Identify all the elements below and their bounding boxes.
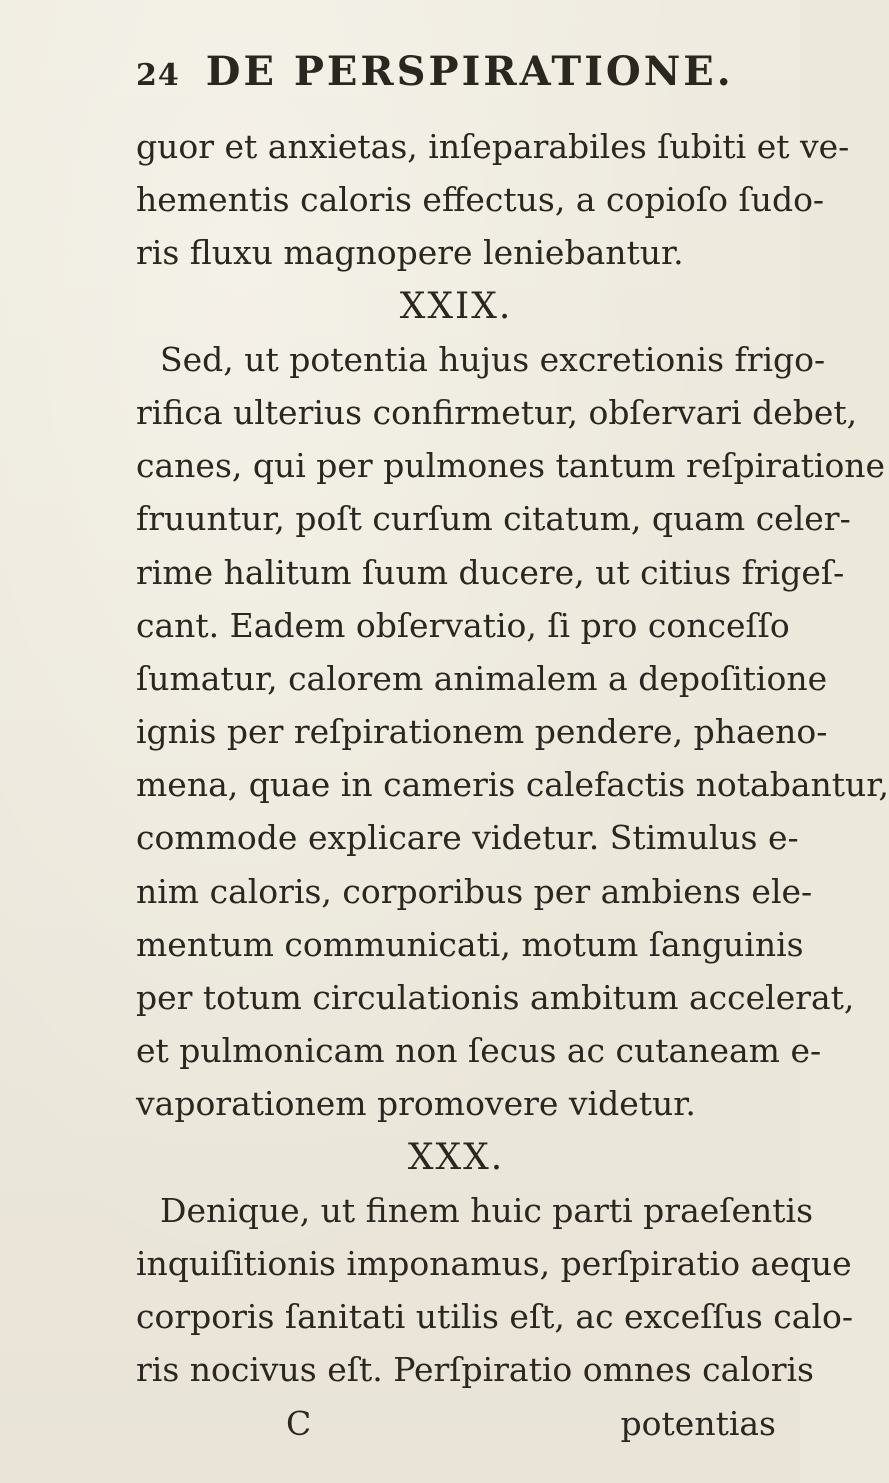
text-line: Sed, ut potentia hujus excretionis frigo- (160, 339, 826, 379)
text-line: vaporationem promovere videtur. (136, 1084, 696, 1124)
text-line: mena, quae in cameris calefactis notabantur, (136, 765, 889, 805)
running-title: DE PERSPIRATIONE. (205, 48, 734, 95)
text-line: commode explicare videtur. Stimulus e- (136, 818, 799, 858)
page-header (136, 48, 734, 98)
text-line: ignis per reſpirationem pendere, phaeno- (136, 712, 828, 752)
text-line: inquiſitionis imponamus, perſpiratio aeque (136, 1243, 852, 1283)
catchword: potentias (620, 1403, 776, 1443)
section-number: XXIX. (399, 285, 513, 327)
text-line: mentum communicati, motum ſanguinis (136, 924, 804, 964)
text-line: guor et anxietas, inſeparabiles ſubiti et ve- (136, 127, 850, 166)
section-number: XXX. (407, 1136, 505, 1178)
text-line: rime halitum ſuum ducere, ut citius frigeſ- (136, 552, 845, 592)
text-line: canes, qui per pulmones tantum reſpiratione (136, 446, 886, 486)
text-line: cant. Eadem obſervatio, ſi pro conceſſo (136, 605, 790, 645)
page-footer (136, 1397, 776, 1450)
text-line: corporis ſanitati utilis eſt, ac exceſſus calo- (136, 1297, 854, 1337)
text-line: et pulmonicam non ſecus ac cutaneam e- (136, 1031, 822, 1071)
text-line: fruuntur, poſt curſum citatum, quam celer- (136, 499, 851, 539)
text-line: hementis caloris effectus, a copioſo ſudo- (136, 180, 825, 220)
text-line: ris nocivus eſt. Perſpiratio omnes caloris (136, 1350, 814, 1390)
page-number: 24 (136, 58, 180, 93)
text-line: ris fluxu magnopere leniebantur. (136, 233, 684, 273)
text-line: ſumatur, calorem animalem a depoſitione (136, 658, 828, 698)
text-line: Denique, ut finem huic parti praeſentis (160, 1190, 814, 1230)
text-line: nim caloris, corporibus per ambiens ele- (136, 871, 813, 911)
signature-mark: C (286, 1403, 312, 1443)
body-text (136, 120, 889, 1450)
text-line: rifica ulterius confirmetur, obſervari debet, (136, 392, 858, 432)
text-line: per totum circulationis ambitum accelerat, (136, 978, 855, 1017)
